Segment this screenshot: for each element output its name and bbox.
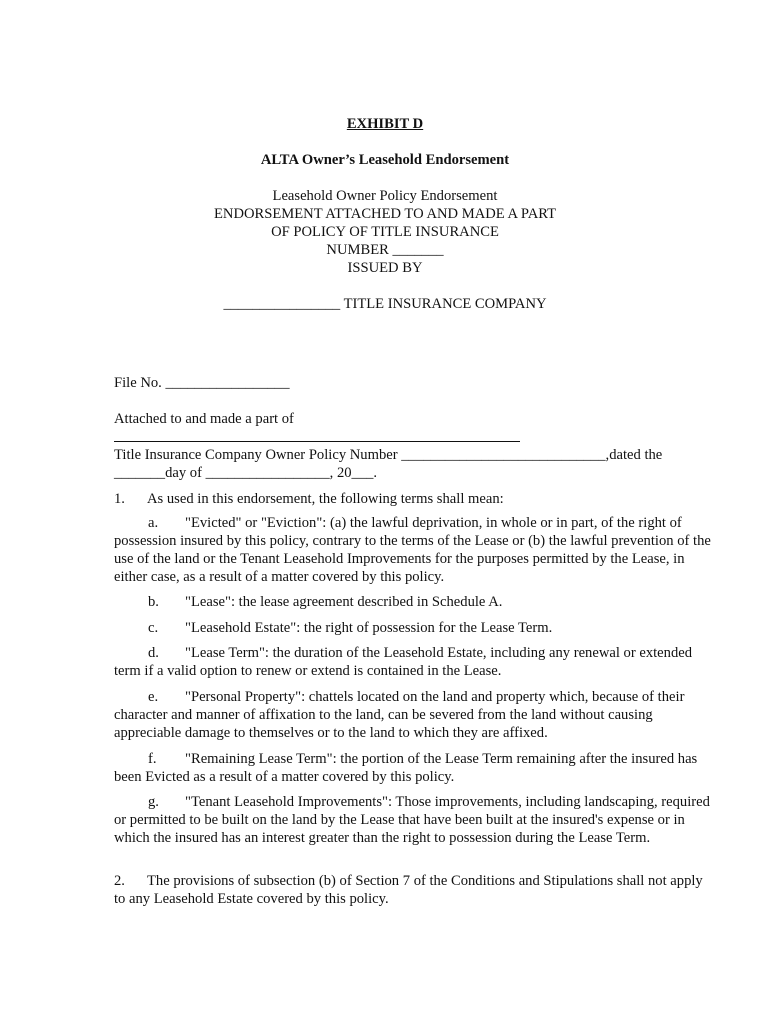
item-label: g.: [148, 794, 159, 810]
document-title: ALTA Owner’s Leasehold Endorsement: [260, 152, 510, 168]
file-number-field: File No. _________________: [114, 375, 290, 391]
section-1-intro: [114, 490, 716, 508]
definition-item: [114, 514, 716, 586]
subtitle: Leasehold Owner Policy Endorsement: [272, 188, 498, 204]
item-label: e.: [148, 689, 159, 705]
item-label: a.: [148, 515, 159, 531]
section-number: 2.: [114, 873, 125, 889]
item-text: "Leasehold Estate": the right of possession for the Lease Term.: [185, 620, 553, 636]
item-text: "Evicted" or "Eviction": (a) the lawful deprivation, in whole or in part, of the right of possession insured by this policy, contrary to the terms of the Lease or (b) the lawful prevention of the use of the land or the Tenant Leasehold Improvements for the purposes permitted by the Lease, in either case, as a result of a matter covered by this policy.: [114, 515, 711, 585]
company-line: ________________ TITLE INSURANCE COMPANY: [223, 296, 547, 312]
header-line-4: ISSUED BY: [347, 260, 423, 276]
item-label: c.: [148, 620, 159, 636]
item-label: d.: [148, 645, 159, 661]
blank-rule: [114, 441, 520, 442]
definition-item: [114, 644, 716, 680]
item-label: f.: [148, 751, 157, 767]
header-line-3: NUMBER _______: [326, 242, 444, 258]
item-label: b.: [148, 594, 159, 610]
definition-item: [114, 593, 716, 611]
definition-item: [114, 688, 716, 742]
item-text: "Personal Property": chattels located on the land and property which, because of their character and manner of affixation to the land, can be severed from the land without causing appreciable damage to themselves or to the land to which they are affixed.: [114, 689, 685, 741]
exhibit-heading: EXHIBIT D: [346, 116, 424, 132]
policy-number-field: Title Insurance Company Owner Policy Number ____________________________,dated the: [114, 447, 663, 463]
item-text: "Remaining Lease Term": the portion of the Lease Term remaining after the insured has been Evicted as a result of a matter covered by this policy.: [114, 751, 698, 785]
section-text: As used in this endorsement, the following terms shall mean:: [147, 491, 504, 507]
section-2: [114, 872, 716, 908]
item-text: "Tenant Leasehold Improvements": Those improvements, including landscaping, required or permitted to be built on the land by the Lease that have been built at the insured's expense or in which the insured has an interest greater than the right to possession during the Lease Term.: [114, 794, 710, 846]
date-field: _______day of _________________, 20___.: [114, 465, 378, 481]
item-text: "Lease Term": the duration of the Leasehold Estate, including any renewal or extended term if a valid option to renew or extend is contained in the Lease.: [114, 645, 693, 679]
item-text: "Lease": the lease agreement described in Schedule A.: [185, 594, 503, 610]
section-text: The provisions of subsection (b) of Section 7 of the Conditions and Stipulations shall not apply to any Leasehold Estate covered by this policy.: [114, 873, 703, 907]
definition-item: [114, 619, 716, 637]
header-line-1: ENDORSEMENT ATTACHED TO AND MADE A PART: [213, 206, 557, 222]
definition-item: [114, 793, 716, 847]
attached-label: Attached to and made a part of: [114, 411, 294, 427]
header-line-2: OF POLICY OF TITLE INSURANCE: [271, 224, 499, 240]
section-number: 1.: [114, 491, 125, 507]
definition-item: [114, 750, 716, 786]
